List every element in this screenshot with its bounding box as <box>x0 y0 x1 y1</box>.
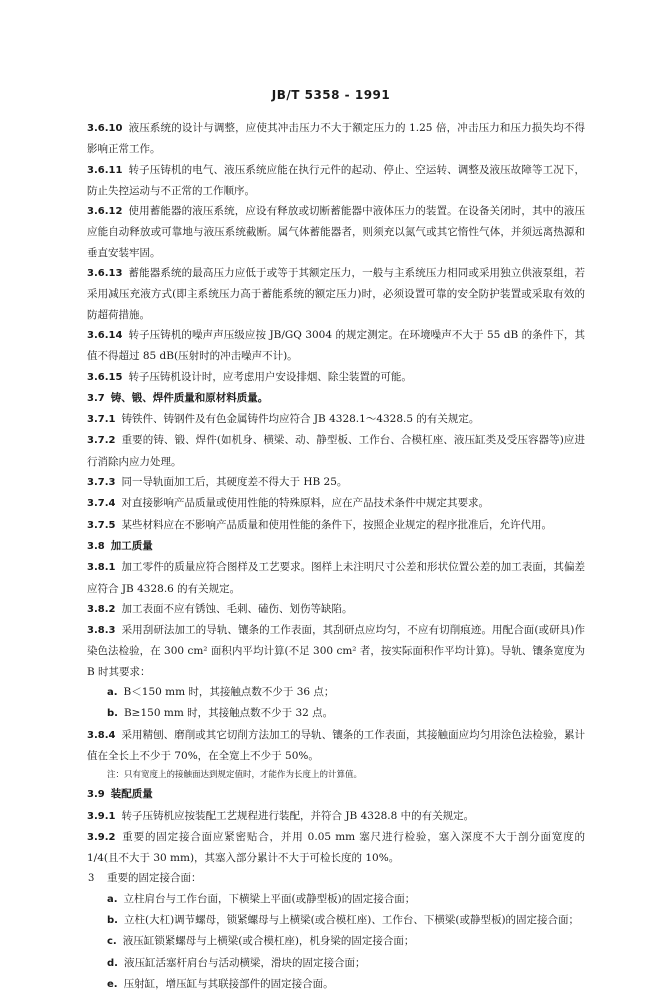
section-heading-3-9: 3.9 装配质量 <box>87 788 153 801</box>
document-body <box>87 118 585 995</box>
list-item: a. B＜150 mm 时，其接触点数不少于 36 点； <box>107 686 335 699</box>
clause-3-6-11: 3.6.11 转子压铸机的电气、液压系统应能在执行元件的起动、停止、空运转、调整及液压故障等工况下，防止失控运动与不正常的工作顺序。 <box>87 163 585 197</box>
clause-3-7-1: 3.7.1 铸铁件、铸钢件及有色金属铸件均应符合 JB 4328.1～4328.5 的有关规定。 <box>87 413 480 426</box>
clause-3-8-4: 3.8.4 采用精刨、磨削或其它切削方法加工的导轨、镶条的工作表面，其接触面应均匀用涂色法检验，累计值在全长上不少于 70%，在全宽上不少于 50%。 <box>87 728 585 762</box>
clause-3-9-1: 3.9.1 转子压铸机应按装配工艺规程进行装配，并符合 JB 4328.8 中的有关规定。 <box>87 809 475 822</box>
list-item: c. 液压缸锁紧螺母与上横梁(或合模杠座)，机身梁的固定接合面； <box>107 935 415 948</box>
page-number: 3 <box>88 873 95 884</box>
clause-3-8-2: 3.8.2 加工表面不应有锈蚀、毛刺、磕伤、划伤等缺陷。 <box>87 602 353 615</box>
clause-3-8-3: 3.8.3 采用刮研法加工的导轨、镶条的工作表面，其刮研点应均匀，不应有切削痕迹。用配合面(或研具)作染色法检验，在 300 cm² 面积内平均计算(不足 300 cm² 者，按实际面积作平均计算)。导轨、镶条宽度为 B 时其要求： <box>87 624 585 678</box>
standard-code-header: JB/T 5358 - 1991 <box>271 88 391 102</box>
clause-3-8-1: 3.8.1 加工零件的质量应符合图样及工艺要求。图样上未注明尺寸公差和形状位置公差的加工表面，其偏差应符合 JB 4328.6 的有关规定。 <box>87 561 585 595</box>
clause-3-6-12: 3.6.12 使用蓄能器的液压系统，应设有释放或切断蓄能器中液体压力的装置。在设备关闭时，其中的液压应能自动释放或可靠地与液压系统截断。属气体蓄能器者，则须充以氮气或其它惰性气体，并须远离热源和垂直安装牢固。 <box>87 205 585 259</box>
list-item: e. 压射缸，增压缸与其联接部件的固定接合面。 <box>107 977 334 990</box>
clause-3-6-15: 3.6.15 转子压铸机设计时，应考虑用户安设排烟、除尘装置的可能。 <box>87 370 412 383</box>
section-heading-3-7: 3.7 铸、锻、焊件质量和原材料质量。 <box>87 391 269 404</box>
clause-3-7-4: 3.7.4 对直接影响产品质量或使用性能的特殊原料，应在产品技术条件中规定其要求。 <box>87 497 489 510</box>
list-item: b. 立柱(大杠)调节螺母，锁紧螺母与上横梁(或合模杠座)、工作台、下横梁(或静型板)的固定接合面； <box>107 913 580 926</box>
clause-3-6-13: 3.6.13 蓄能器系统的最高压力应低于或等于其额定压力，一般与主系统压力相同或采用独立供液泵组，若采用减压充液方式(即主系统压力高于蓄能系统的额定压力)时，必须设置可靠的安全防护装置或采取有效的防超荷措施。 <box>87 267 585 321</box>
clause-3-7-3: 3.7.3 同一导轨面加工后，其硬度差不得大于 HB 25。 <box>87 476 348 489</box>
clause-3-9-2: 3.9.2 重要的固定接合面应紧密贴合，并用 0.05 mm 塞尺进行检验，塞入深度不大于剖分面宽度的 1/4(且不大于 30 mm)，其塞入部分累计不大于可检长度的 10%。 <box>87 830 585 865</box>
list-item: b. B≥150 mm 时，其接触点数不少于 32 点。 <box>107 707 334 720</box>
clause-3-6-14: 3.6.14 转子压铸机的噪声声压级应按 JB/GQ 3004 的规定测定。在环境噪声不大于 55 dB 的条件下，其值不得超过 85 dB(压射时的冲击噪声不计)。 <box>87 328 585 363</box>
clause-3-6-10: 3.6.10 液压系统的设计与调整，应使其冲击压力不大于额定压力的 1.25 倍，冲击压力和压力损失均不得影响正常工作。 <box>87 122 585 156</box>
clause-3-7-5: 3.7.5 某些材料应在不影响产品质量和使用性能的条件下，按照企业规定的程序批准后，允许代用。 <box>87 518 552 531</box>
fixed-surfaces-intro: 重要的固定接合面： <box>107 872 202 885</box>
clause-3-7-2: 3.7.2 重要的铸、锻、焊件(如机身、横梁、动、静型板、工作台、合模杠座、液压缸类及受压容器等)应进行消除内应力处理。 <box>87 434 585 468</box>
list-item: a. 立柱肩台与工作台面，下横梁上平面(或静型板)的固定接合面； <box>107 892 416 905</box>
list-item: d. 液压缸活塞杆肩台与活动横梁，滑块的固定接合面； <box>107 956 366 969</box>
section-heading-3-8: 3.8 加工质量 <box>87 539 153 552</box>
note-text: 注：只有宽度上的接触面达到规定值时，才能作为长度上的计算值。 <box>107 770 363 781</box>
